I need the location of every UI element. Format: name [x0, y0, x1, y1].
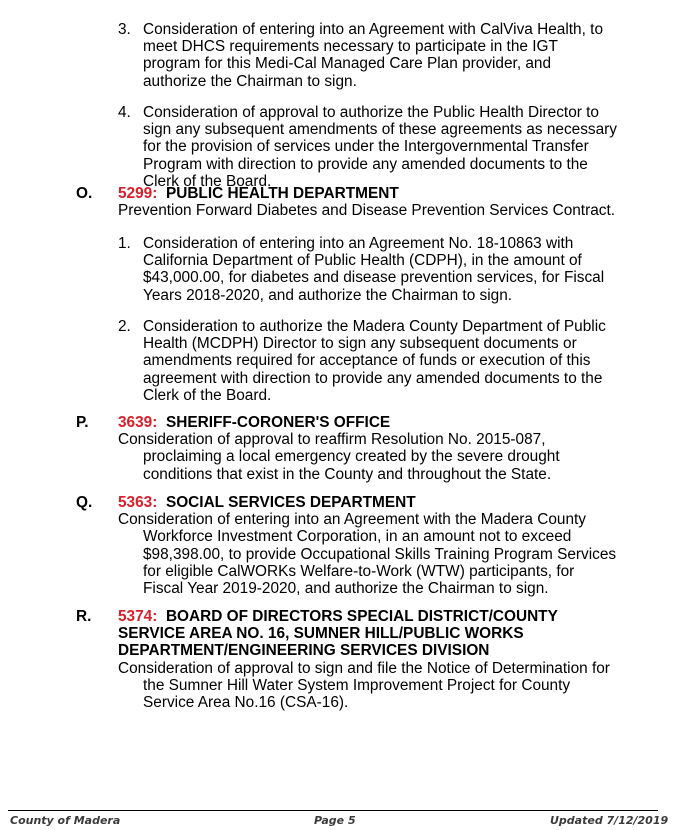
section-heading	[118, 494, 618, 511]
section-title: SOCIAL SERVICES DEPARTMENT	[165, 494, 416, 511]
footer-county: County of Madera	[10, 814, 121, 827]
section-q	[118, 494, 618, 597]
section-description: Consideration of entering into an Agreement with the Madera County Workforce Investment Corporation, in an amount not to exceed $98,398.00, to provide Occupational Skills Training Program Services for eligible CalWORKs Welfare-to-Work (WTW) participants, for Fiscal Year 2019-2020, and authorize the Chairman to sign.	[118, 511, 617, 598]
section-code: 5363:	[118, 494, 158, 511]
subitem-text: Consideration to authorize the Madera County Department of Public Health (MCDPH) Director to sign any subsequent documents or amendments required for acceptance of funds or execution of this agreement with direction to provide any amended documents to the Clerk of the Board.	[143, 318, 606, 404]
section-letter-o: O.	[76, 185, 93, 202]
agenda-subitem-o2	[118, 318, 618, 404]
subitem-number: 4.	[118, 104, 131, 121]
section-title: BOARD OF DIRECTORS SPECIAL DISTRICT/COUNTY SERVICE AREA NO. 16, SUMNER HILL/PUBLIC WORKS DEPARTMENT/ENGINEERING SERVICES DIVISION	[118, 608, 558, 660]
agenda-subitem-3	[118, 21, 618, 90]
section-letter-q: Q.	[76, 494, 93, 511]
section-description: Prevention Forward Diabetes and Disease Prevention Services Contract.	[118, 202, 616, 220]
section-p	[118, 414, 618, 483]
section-title: SHERIFF-CORONER'S OFFICE	[165, 414, 391, 431]
agenda-subitem-4	[118, 104, 618, 190]
section-description: Consideration of approval to reaffirm Resolution No. 2015-087, proclaiming a local emergency created by the severe drought conditions that exist in the County and throughout the State.	[118, 431, 560, 483]
footer-divider	[8, 810, 658, 811]
section-code: 5299:	[118, 185, 158, 202]
section-title: PUBLIC HEALTH DEPARTMENT	[165, 185, 399, 202]
section-description: Consideration of approval to sign and file the Notice of Determination for the Sumner Hill Water System Improvement Project for County Service Area No.16 (CSA-16).	[118, 659, 610, 712]
section-heading	[118, 608, 618, 660]
subitem-text: Consideration of approval to authorize the Public Health Director to sign any subsequent amendments of these agreements as necessary for the provision of services under the Intergovernmental Transfer Program with direction to provide any amended documents to the Clerk of the Board.	[143, 104, 617, 190]
section-r	[118, 608, 618, 711]
subitem-number: 3.	[118, 21, 131, 38]
footer-page-number: Page 5	[314, 814, 356, 827]
agenda-subitem-o1	[118, 235, 618, 304]
section-code: 5374:	[118, 608, 158, 625]
section-heading	[118, 414, 618, 431]
subitem-text: Consideration of entering into an Agreement with CalViva Health, to meet DHCS requirements necessary to participate in the IGT program for this Medi-Cal Managed Care Plan provider, and authorize the Chairman to sign.	[143, 21, 603, 90]
section-letter-r: R.	[76, 608, 92, 625]
footer-updated-date: Updated 7/12/2019	[550, 814, 669, 827]
subitem-number: 1.	[118, 235, 131, 252]
section-letter-p: P.	[76, 414, 89, 431]
subitem-number: 2.	[118, 318, 131, 335]
section-code: 3639:	[118, 414, 158, 431]
section-heading	[118, 185, 618, 202]
section-o	[118, 185, 618, 219]
subitem-text: Consideration of entering into an Agreement No. 18-10863 with California Department of Public Health (CDPH), in the amount of $43,000.00, for diabetes and disease prevention services, for Fiscal Years 2018-2020, and authorize the Chairman to sign.	[143, 235, 605, 304]
